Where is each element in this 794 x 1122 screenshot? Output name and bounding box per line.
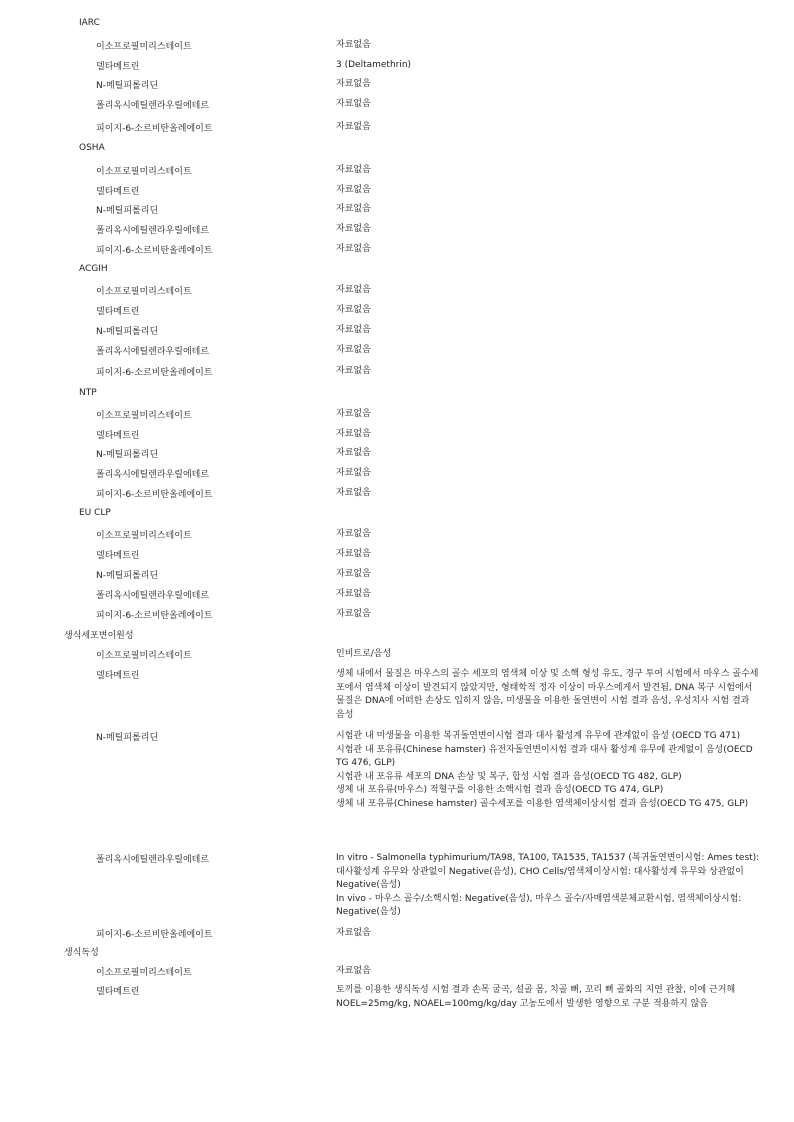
substance-name: 델타메트린 bbox=[96, 187, 140, 197]
substance-value: 자료없음 bbox=[336, 122, 371, 132]
substance-value: 자료없음 bbox=[336, 928, 371, 938]
substance-name: 이소프로필미리스테이트 bbox=[96, 167, 192, 177]
substance-value: 자료없음 bbox=[336, 529, 371, 539]
substance-value: 자료없음 bbox=[336, 609, 371, 619]
substance-name: 델타메트린 bbox=[96, 62, 140, 72]
substance-name: N-메틸피롤리딘 bbox=[96, 571, 159, 581]
substance-value: 토끼를 이용한 생식독성 시험 결과 손목 굴곡, 설골 몸, 치골 뼈, 꼬리 뼈 골화의 지연 관찰, 이에 근거해 NOEL=25mg/kg, NOAEL=100mg/kg/day 고농도에서 발생한 영향으로 구분 적용하지 않음 bbox=[336, 985, 736, 1009]
substance-value: 자료없음 bbox=[336, 468, 371, 478]
substance-value: 자료없음 bbox=[336, 589, 371, 599]
substance-name: N-메틸피롤리딘 bbox=[96, 81, 159, 91]
substance-value: 자료없음 bbox=[336, 549, 371, 559]
substance-value: 자료없음 bbox=[336, 285, 371, 295]
substance-name: 델타메트린 bbox=[96, 551, 140, 561]
substance-name: 피이지-6-소르비탄올레에이트 bbox=[96, 124, 213, 134]
substance-value: 3 (Deltamethrin) bbox=[336, 60, 412, 70]
section-heading-reproductive-toxicity: 생식독성 bbox=[64, 948, 99, 958]
substance-value: 자료없음 bbox=[336, 345, 371, 355]
section-heading-acgih: ACGIH bbox=[79, 264, 108, 274]
substance-name: N-메틸피롤리딘 bbox=[96, 327, 159, 337]
substance-value: 자료없음 bbox=[336, 488, 371, 498]
substance-name: 폴리옥시에틸렌라우릴에테르 bbox=[96, 347, 210, 357]
substance-value: 자료없음 bbox=[336, 224, 371, 234]
substance-name: 델타메트린 bbox=[96, 671, 140, 681]
substance-value: 자료없음 bbox=[336, 305, 371, 315]
substance-value: 자료없음 bbox=[336, 204, 371, 214]
substance-value: 자료없음 bbox=[336, 79, 371, 89]
substance-name: 이소프로필미리스테이트 bbox=[96, 42, 192, 52]
substance-value: 자료없음 bbox=[336, 325, 371, 335]
substance-name: N-메틸피롤리딘 bbox=[96, 206, 159, 216]
substance-name: 폴리옥시에틸렌라우릴에테르 bbox=[96, 226, 210, 236]
substance-name: 이소프로필미리스테이트 bbox=[96, 651, 192, 661]
substance-value: 시험관 내 미생물을 이용한 복귀돌연변이시험 결과 대사 활성계 유무에 관계없이 음성 (OECD TG 471) 시험관 내 포유류(Chinese hamster) 유전자돌연변이시험 결과 대사 활성계 유무에 관계없이 음성(OECD TG 476, GLP) 시험관 내 포유류 세포의 DNA 손상 및 복구, 합성 시험 결과 음성(OECD TG 482, GLP) 생체 내 포유류(마우스) 적혈구를 이용한 소핵시험 결과 음성(OECD TG 474, GLP) 생체 내 포유류(Chinese hamster) 골수세포를 이용한 염색체이상시험 결과 음성(OECD TG 475, GLP) bbox=[336, 731, 753, 809]
substance-name: N-메틸피롤리딘 bbox=[96, 733, 159, 743]
substance-value: 자료없음 bbox=[336, 99, 371, 109]
substance-name: 폴리옥시에틸렌라우릴에테르 bbox=[96, 470, 210, 480]
substance-value: 자료없음 bbox=[336, 569, 371, 579]
substance-name: 피이지-6-소르비탄올레에이트 bbox=[96, 368, 213, 378]
substance-value: 자료없음 bbox=[336, 429, 371, 439]
substance-name: 폴리옥시에틸렌라우릴에테르 bbox=[96, 101, 210, 111]
substance-value: 생체 내에서 물질은 마우스의 골수 세포의 염색체 이상 및 소핵 형성 유도, 경구 투여 시험에서 마우스 골수세포에서 염색체 이상이 발견되지 않았지만, 형태학적 정자 이상이 마우스에게서 발견됨, DNA 복구 시험에서 물질은 DNA에 어떠한 손상도 입히지 않음, 미생물을 이용한 돌연변이 시험 결과 음성, 우성치사 시험 결과 음성 bbox=[336, 669, 759, 720]
substance-value: 자료없음 bbox=[336, 366, 371, 376]
substance-name: 폴리옥시에틸렌라우릴에테르 bbox=[96, 855, 210, 865]
substance-value: In vitro - Salmonella typhimurium/TA98, TA100, TA1535, TA1537 (복귀돌연변이시험: Ames test): 대사활성계 유무와 상관없이 Negative(음성), CHO Cells/염색체이상시험: 대사활성계 유무와 상관없이 Negative(음성) In vivo - 마우스 골수/소핵시험: Negative(음성), 마우스 골수/자매염색분체교환시험, 염색체이상시험: Negative(음성) bbox=[336, 853, 760, 917]
substance-value: 자료없음 bbox=[336, 185, 371, 195]
substance-name: 이소프로필미리스테이트 bbox=[96, 531, 192, 541]
substance-value: 인비트로/음성 bbox=[336, 649, 392, 659]
substance-value: 자료없음 bbox=[336, 448, 371, 458]
substance-name: 이소프로필미리스테이트 bbox=[96, 968, 192, 978]
section-heading-ntp: NTP bbox=[79, 388, 97, 398]
section-heading-eu-clp: EU CLP bbox=[79, 508, 111, 518]
substance-name: 델타메트린 bbox=[96, 987, 140, 997]
substance-name: 피이지-6-소르비탄올레에이트 bbox=[96, 490, 213, 500]
substance-name: 피이지-6-소르비탄올레에이트 bbox=[96, 611, 213, 621]
substance-name: 델타메트린 bbox=[96, 431, 140, 441]
substance-value: 자료없음 bbox=[336, 409, 371, 419]
section-heading-mutagenicity: 생식세포변이원성 bbox=[64, 631, 134, 641]
substance-name: 피이지-6-소르비탄올레에이트 bbox=[96, 246, 213, 256]
substance-name: 폴리옥시에틸렌라우릴에테르 bbox=[96, 591, 210, 601]
substance-value: 자료없음 bbox=[336, 165, 371, 175]
substance-value: 자료없음 bbox=[336, 244, 371, 254]
substance-name: N-메틸피롤리딘 bbox=[96, 450, 159, 460]
substance-name: 이소프로필미리스테이트 bbox=[96, 411, 192, 421]
substance-name: 델타메트린 bbox=[96, 307, 140, 317]
substance-name: 피이지-6-소르비탄올레에이트 bbox=[96, 930, 213, 940]
substance-name: 이소프로필미리스테이트 bbox=[96, 287, 192, 297]
section-heading-iarc: IARC bbox=[79, 18, 100, 28]
section-heading-osha: OSHA bbox=[79, 143, 105, 153]
substance-value: 자료없음 bbox=[336, 40, 371, 50]
substance-value: 자료없음 bbox=[336, 966, 371, 976]
